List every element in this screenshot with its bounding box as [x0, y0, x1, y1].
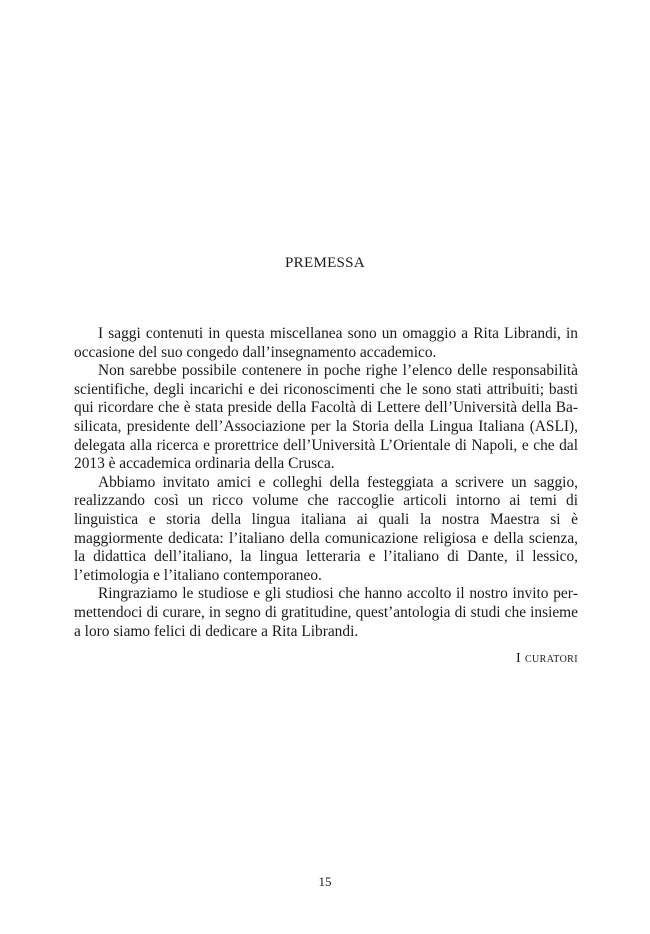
paragraph-3: Abbiamo invitato amici e colleghi della festeggiata a scrivere un saggio, realizzando così un ricco volume che raccoglie articoli intorno ai temi di linguistica e storia della lingua italiana ai quali la nostra Maestra si è maggiormente dedicata: l’italiano della comunicazione religiosa e della scienza, la didattica dell’italiano, la lingua letteraria e l’italiano di Dante, il lessico, l’etimologia e l’italiano contemporaneo. [74, 473, 578, 584]
paragraph-2: Non sarebbe possibile contenere in poche righe l’elenco delle responsabilità scientifiche, degli incarichi e dei riconoscimenti che le sono stati attribuiti; basti qui ricordare che è stata preside della Facoltà di Lettere dell’Università della Basilicata, presidente dell’Associazione per la Storia della Lingua Italiana (ASLI), delegata alla ricerca e prorettrice dell’Università L’Orientale di Napoli, e che dal 2013 è accademica ordinaria della Crusca. [74, 362, 578, 473]
page-title: PREMESSA [285, 255, 365, 271]
signature-curatori: I curatori [516, 651, 578, 666]
page-number: 15 [318, 874, 332, 889]
paragraph-1: I saggi contenuti in questa miscellanea sono un omaggio a Rita Librandi, in occasione del suo congedo dall’insegnamento accademico. [74, 325, 578, 361]
preface-body [74, 325, 578, 641]
paragraph-4: Ringraziamo le studiose e gli studiosi che hanno accolto il nostro invito permettendoci di curare, in segno di gratitudine, quest’antologia di studi che insieme a loro siamo felici di dedicare a Rita Librandi. [74, 585, 578, 640]
